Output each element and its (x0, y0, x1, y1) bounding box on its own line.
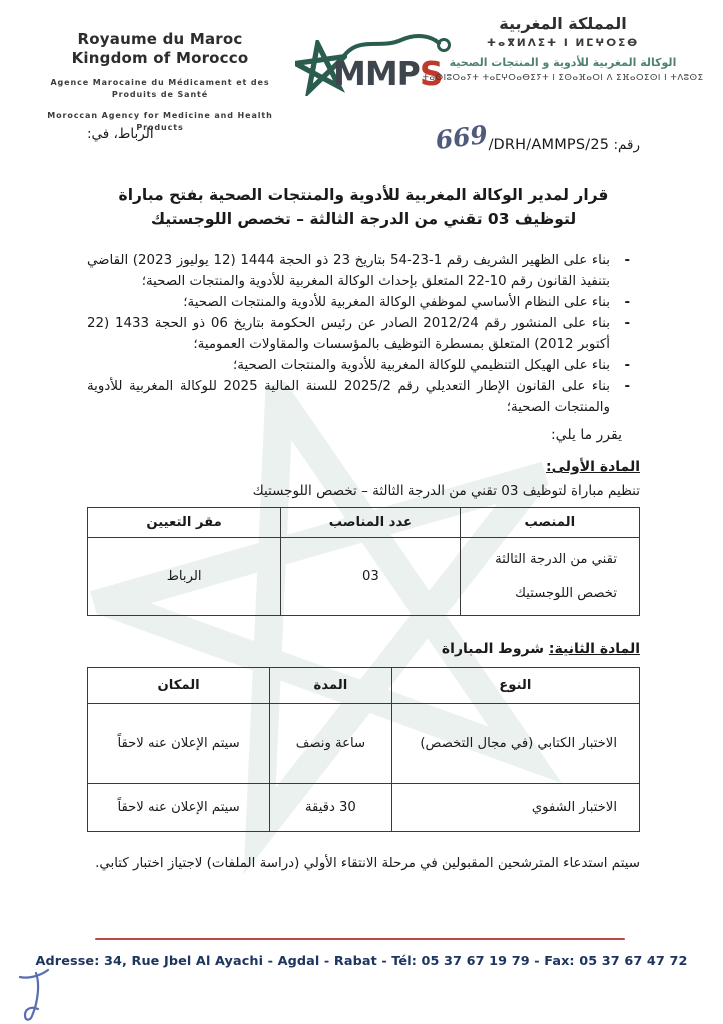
reference-number (434, 119, 640, 156)
table-row (88, 784, 640, 832)
cell-exam-place: سيتم الإعلان عنه لاحقاً (88, 704, 270, 784)
col-header-place: المكان (88, 668, 270, 704)
preamble-item-4: بناء على الهيكل التنظيمي للوكالة المغربية للأدوية والمنتجات الصحية؛ (233, 358, 610, 373)
table-header-row (88, 668, 640, 704)
bullet-marker: - (624, 316, 630, 331)
cell-exam-duration: ساعة ونصف (270, 704, 391, 784)
handwritten-number: 669 (434, 119, 490, 156)
preamble-item-1: بناء على الظهير الشريف رقم 1-23-54 بتاريخ 23 ذو الحجة 1444 (12 يوليوز 2023) القاضي بتنفيذ القانون رقم 10-22 المتعلق بإحداث الوكالة المغربية للأدوية والمنتجات الصحية؛ (87, 253, 610, 289)
reference-suffix: /DRH/AMMPS/25 (488, 137, 610, 153)
exam-conditions-table (87, 667, 640, 832)
cell-position (460, 538, 639, 616)
preamble-item-3: بناء على المنشور رقم 2012/24 الصادر عن رئيس الحكومة بتاريخ 06 ذو الحجة 1433 (22 أكتوبر 2012) المتعلق بمسطرة التوظيف بالمؤسسات والمقاولات العمومية؛ (87, 316, 610, 352)
logo-text-s: S (419, 54, 443, 93)
decree-intro: يقرر ما يلي: (550, 427, 622, 443)
closing-note: سيتم استدعاء المترشحين المقبولين في مرحلة الانتقاء الأولي (دراسة الملفات) لاجتياز اختبار كتابي. (95, 856, 640, 871)
position-line1: تقني من الدرجة الثالثة (495, 551, 617, 567)
article1-heading (87, 459, 640, 475)
agency-name-fr: Agence Marocaine du Médicament et des Produits de Santé (50, 78, 270, 99)
bullet-marker: - (624, 295, 630, 310)
list-item (87, 355, 640, 376)
logo-text-mmp: MMP (333, 54, 420, 93)
cell-exam-duration: 30 دقيقة (270, 784, 391, 832)
cell-location: الرباط (88, 538, 281, 616)
table-row (88, 704, 640, 784)
bullet-marker: - (624, 358, 630, 373)
reference-label: رقم: (609, 137, 640, 153)
col-header-type: النوع (391, 668, 639, 704)
agency-name-tifinagh: ⵜⴰⵙⵏⵓⵔⴰⵢⵜ ⵜⴰⵎⵖⵔⴰⴱⵉⵢⵜ ⵏ ⵉⵙⴰⴼⴰⵔⵏ ⴷ ⵉⴼⴰⵔⵉⵙⵏ ⵏ ⵜⴷⵓⵙⵉ (422, 73, 704, 83)
position-line2: تخصص اللوجستيك (515, 585, 617, 601)
article1-text: تنظيم مباراة لتوظيف 03 تقني من الدرجة الثالثة – تخصص اللوجستيك (252, 483, 640, 499)
footer-address: Adresse: 34, Rue Jbel Al Ayachi - Agdal - Rabat - Tél: 05 37 67 19 79 - Fax: 05 37 67 47 72 (35, 954, 688, 969)
kingdom-name-fr: Royaume du Maroc (77, 30, 243, 48)
kingdom-name-ar: المملكة المغربية (499, 14, 627, 33)
cell-exam-place: سيتم الإعلان عنه لاحقاً (88, 784, 270, 832)
col-header-position: المنصب (460, 508, 639, 538)
agency-name-en: Moroccan Agency for Medicine and Health Products (47, 111, 273, 132)
bullet-marker: - (624, 379, 630, 394)
cell-exam-type: الاختبار الكتابي (في مجال التخصص) (391, 704, 639, 784)
article2-heading (87, 641, 640, 657)
table-header-row (88, 508, 640, 538)
col-header-location: مقر التعيين (88, 508, 281, 538)
list-item (87, 292, 640, 313)
bullet-marker: - (624, 253, 630, 268)
footer-divider (95, 938, 625, 940)
kingdom-name-en: Kingdom of Morocco (71, 49, 249, 67)
place-date-label: الرباط، في: (87, 126, 154, 142)
kingdom-name-tifinagh: ⵜⴰⴳⵍⴷⵉⵜ ⵏ ⵍⵎⵖⵔⵉⴱ (486, 37, 640, 49)
preamble-item-5: بناء على القانون الإطار التعديلي رقم 2025/2 للسنة المالية 2025 للوكالة المغربية للأدوية والمنتجات الصحية؛ (87, 379, 610, 415)
article2-heading-rest: شروط المباراة (441, 641, 549, 657)
list-item (87, 313, 640, 355)
cell-exam-type: الاختبار الشفوي (391, 784, 639, 832)
list-item (87, 376, 640, 418)
agency-name-ar: الوكالة المغربية للأدوية و المنتجات الصحية (449, 56, 677, 69)
article2-heading-text: المادة الثانية: (548, 641, 640, 657)
pen-mark-icon (14, 966, 66, 1024)
header-left-block (26, 30, 294, 134)
col-header-duration: المدة (270, 668, 391, 704)
header-right-block (419, 14, 707, 83)
decision-title: قرار لمدير الوكالة المغربية للأدوية والمنتجات الصحية بفتح مباراة لتوظيف 03 تقني من الدرجة الثالثة – تخصص اللوجستيك (118, 186, 609, 228)
preamble-list (87, 250, 640, 418)
cell-count: 03 (281, 538, 460, 616)
preamble-item-2: بناء على النظام الأساسي لموظفي الوكالة المغربية للأدوية والمنتجات الصحية؛ (183, 295, 610, 310)
col-header-count: عدد المناصب (281, 508, 460, 538)
article1-heading-text: المادة الأولى: (546, 459, 640, 475)
table-row (88, 538, 640, 616)
list-item (87, 250, 640, 292)
positions-table (87, 507, 640, 616)
